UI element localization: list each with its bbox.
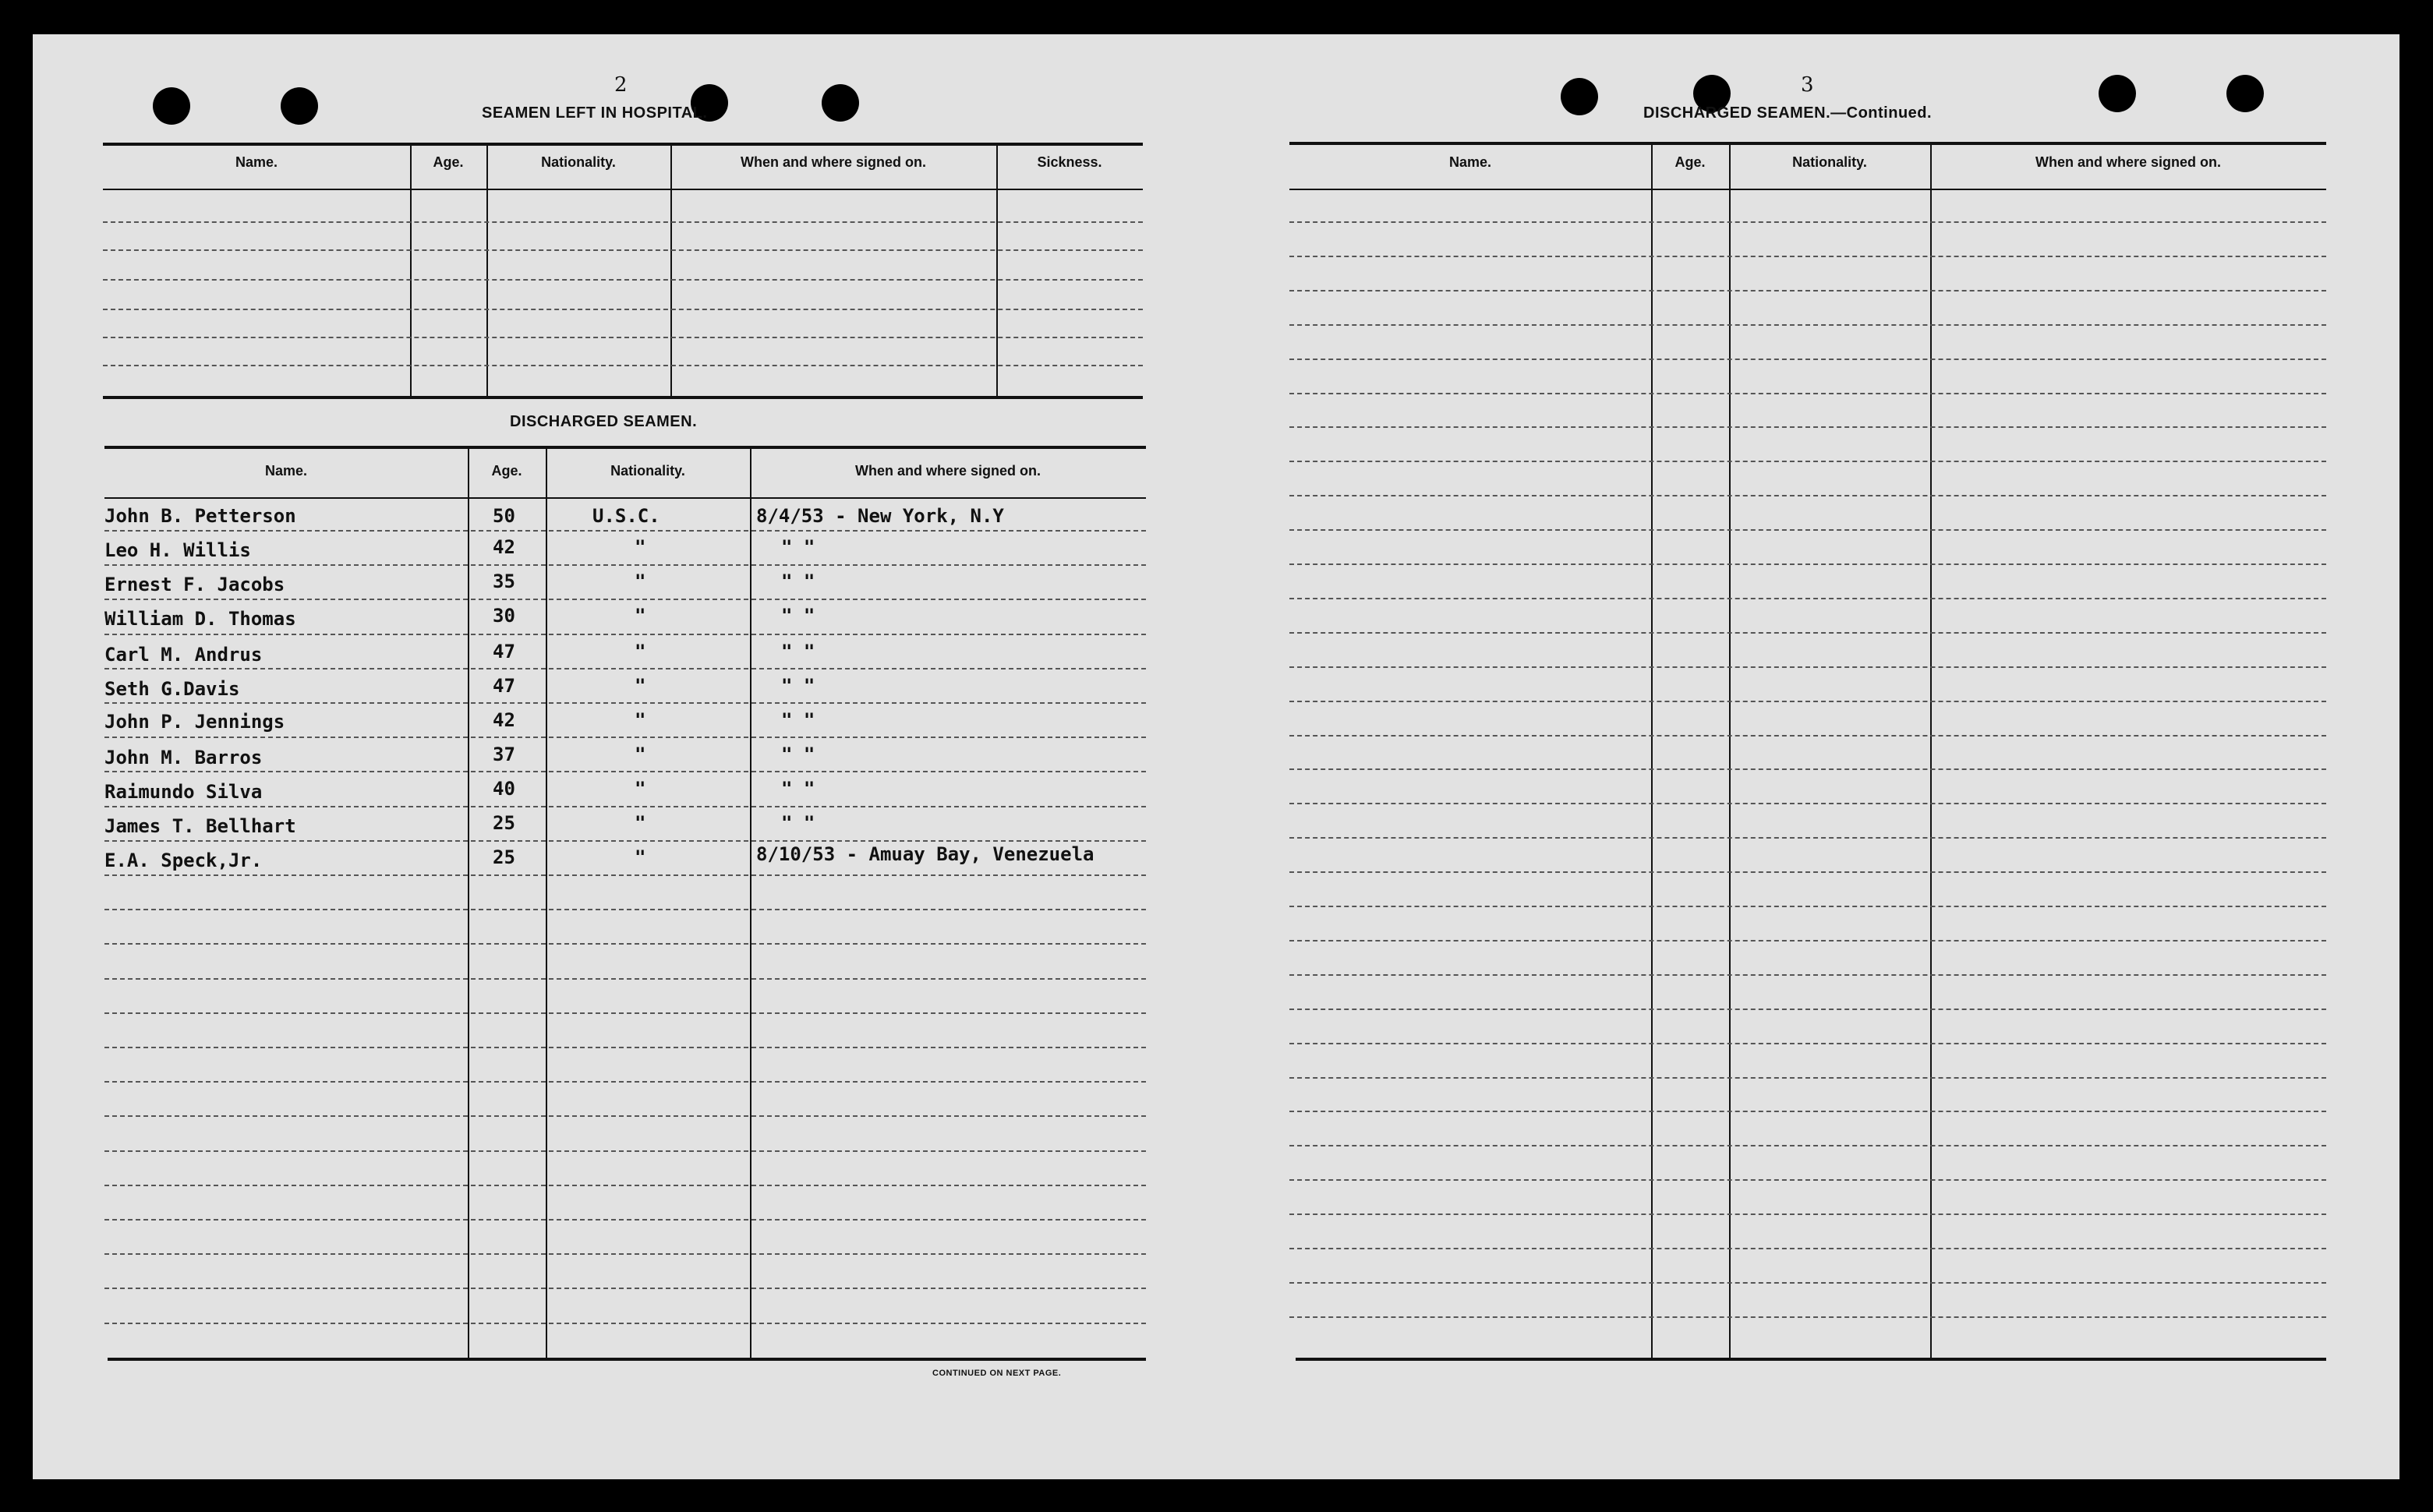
seaman-nationality: " bbox=[635, 812, 646, 834]
punch-hole bbox=[281, 87, 318, 125]
row-rule bbox=[1289, 906, 2326, 907]
row-rule bbox=[104, 909, 1146, 910]
row-rule bbox=[1289, 256, 2326, 257]
row-rule bbox=[104, 840, 1146, 842]
row-rule bbox=[1289, 735, 2326, 737]
seaman-age: 30 bbox=[493, 605, 515, 627]
seaman-signed-on: " " bbox=[781, 536, 815, 558]
seaman-age: 42 bbox=[493, 709, 515, 731]
seaman-nationality: " bbox=[635, 641, 646, 662]
seaman-age: 37 bbox=[493, 744, 515, 765]
row-rule bbox=[104, 1081, 1146, 1083]
column-header-age: Age. bbox=[1674, 154, 1706, 170]
row-rule bbox=[104, 702, 1146, 704]
seaman-nationality: " bbox=[635, 675, 646, 697]
seaman-name: William D. Thomas bbox=[104, 608, 296, 630]
column-header-name: Name. bbox=[264, 463, 308, 479]
column-header-nationality: Nationality. bbox=[541, 154, 616, 170]
document-sheet bbox=[33, 34, 2399, 1479]
seaman-nationality: " bbox=[635, 571, 646, 592]
seaman-signed-on: " " bbox=[781, 778, 815, 800]
row-rule bbox=[1289, 1145, 2326, 1146]
row-rule bbox=[104, 1115, 1146, 1117]
row-rule bbox=[1289, 563, 2326, 565]
seaman-signed-on: " " bbox=[781, 675, 815, 697]
row-rule bbox=[1289, 1282, 2326, 1284]
seaman-signed-on: 8/4/53 - New York, N.Y bbox=[756, 505, 1004, 527]
seaman-name: E.A. Speck,Jr. bbox=[104, 850, 263, 871]
row-rule bbox=[1289, 837, 2326, 839]
row-rule bbox=[104, 634, 1146, 635]
row-rule bbox=[104, 1288, 1146, 1289]
seaman-name: Carl M. Andrus bbox=[104, 644, 263, 666]
row-rule bbox=[104, 978, 1146, 980]
seaman-name: James T. Bellhart bbox=[104, 815, 296, 837]
row-rule bbox=[104, 564, 1146, 566]
seaman-nationality: " bbox=[635, 846, 646, 868]
punch-hole bbox=[2226, 75, 2264, 112]
column-header-age: Age. bbox=[433, 154, 464, 170]
row-rule bbox=[1289, 701, 2326, 702]
column-header-sickness: Sickness. bbox=[1037, 154, 1102, 170]
row-rule bbox=[1289, 221, 2326, 223]
seaman-name: John P. Jennings bbox=[104, 711, 285, 733]
seaman-age: 47 bbox=[493, 641, 515, 662]
seaman-name: Raimundo Silva bbox=[104, 781, 263, 803]
page-number: 2 bbox=[614, 73, 628, 97]
seaman-signed-on: " " bbox=[781, 605, 815, 627]
row-rule bbox=[1289, 666, 2326, 668]
seaman-name: Seth G.Davis bbox=[104, 678, 240, 700]
row-rule bbox=[104, 771, 1146, 772]
column-header-signed-on: When and where signed on. bbox=[740, 154, 927, 170]
row-rule bbox=[1289, 1213, 2326, 1215]
seaman-signed-on: 8/10/53 - Amuay Bay, Venezuela bbox=[756, 843, 1094, 865]
row-rule bbox=[1289, 495, 2326, 496]
row-rule bbox=[1289, 359, 2326, 360]
row-rule bbox=[1289, 324, 2326, 326]
seaman-age: 42 bbox=[493, 536, 515, 558]
seaman-age: 50 bbox=[493, 505, 515, 527]
hospital-section-title: SEAMEN LEFT IN HOSPITAL. bbox=[482, 104, 708, 122]
seaman-age: 25 bbox=[493, 812, 515, 834]
row-rule bbox=[104, 599, 1146, 600]
row-rule bbox=[104, 530, 1146, 532]
row-rule bbox=[104, 806, 1146, 807]
row-rule bbox=[104, 943, 1146, 945]
row-rule bbox=[1289, 768, 2326, 770]
row-rule bbox=[104, 1012, 1146, 1014]
seaman-signed-on: " " bbox=[781, 641, 815, 662]
seaman-nationality: " bbox=[635, 536, 646, 558]
seaman-nationality: " bbox=[635, 605, 646, 627]
column-header-signed-on: When and where signed on. bbox=[2035, 154, 2222, 170]
row-rule bbox=[1289, 426, 2326, 428]
punch-hole bbox=[153, 87, 190, 125]
row-rule bbox=[104, 1323, 1146, 1324]
seaman-age: 47 bbox=[493, 675, 515, 697]
seaman-signed-on: " " bbox=[781, 744, 815, 765]
continued-note: CONTINUED ON NEXT PAGE. bbox=[932, 1369, 1062, 1378]
column-header-nationality: Nationality. bbox=[610, 463, 685, 479]
row-rule bbox=[1289, 1043, 2326, 1044]
row-rule bbox=[1289, 871, 2326, 873]
row-rule bbox=[1289, 803, 2326, 804]
row-rule bbox=[104, 668, 1146, 669]
seaman-name: Leo H. Willis bbox=[104, 539, 251, 561]
seaman-nationality: U.S.C. bbox=[592, 505, 660, 527]
row-rule bbox=[1289, 461, 2326, 462]
row-rule bbox=[1289, 290, 2326, 291]
row-rule bbox=[1289, 1316, 2326, 1318]
seaman-name: John B. Petterson bbox=[104, 505, 296, 527]
page-number: 3 bbox=[1801, 73, 1814, 97]
seaman-name: John M. Barros bbox=[104, 747, 263, 768]
seaman-signed-on: " " bbox=[781, 812, 815, 834]
column-header-signed-on: When and where signed on. bbox=[854, 463, 1041, 479]
seaman-nationality: " bbox=[635, 778, 646, 800]
seaman-nationality: " bbox=[635, 744, 646, 765]
row-rule bbox=[1289, 1179, 2326, 1181]
seaman-age: 35 bbox=[493, 571, 515, 592]
punch-hole bbox=[2099, 75, 2136, 112]
row-rule bbox=[1289, 974, 2326, 976]
row-rule bbox=[1289, 598, 2326, 599]
column-header-nationality: Nationality. bbox=[1792, 154, 1867, 170]
row-rule bbox=[1289, 1009, 2326, 1010]
seaman-age: 25 bbox=[493, 846, 515, 868]
column-header-age: Age. bbox=[491, 463, 522, 479]
seaman-age: 40 bbox=[493, 778, 515, 800]
row-rule bbox=[1289, 1077, 2326, 1079]
row-rule bbox=[104, 1150, 1146, 1152]
row-rule bbox=[104, 737, 1146, 738]
row-rule bbox=[1289, 632, 2326, 634]
discharged-section-title: DISCHARGED SEAMEN. bbox=[510, 413, 698, 430]
row-rule bbox=[104, 1219, 1146, 1221]
seaman-nationality: " bbox=[635, 709, 646, 731]
column-header-name: Name. bbox=[1448, 154, 1492, 170]
column-header-name: Name. bbox=[235, 154, 278, 170]
row-rule bbox=[104, 1047, 1146, 1048]
punch-hole bbox=[1561, 78, 1598, 115]
row-rule bbox=[104, 1185, 1146, 1186]
seaman-name: Ernest F. Jacobs bbox=[104, 574, 285, 595]
seaman-signed-on: " " bbox=[781, 571, 815, 592]
row-rule bbox=[1289, 529, 2326, 531]
row-rule bbox=[104, 874, 1146, 876]
row-rule bbox=[1289, 393, 2326, 394]
row-rule bbox=[1289, 1111, 2326, 1112]
punch-hole bbox=[822, 84, 859, 122]
discharged-continued-title: DISCHARGED SEAMEN.—Continued. bbox=[1643, 104, 1933, 122]
row-rule bbox=[104, 1253, 1146, 1255]
row-rule bbox=[1289, 1248, 2326, 1249]
row-rule bbox=[1289, 940, 2326, 941]
seaman-signed-on: " " bbox=[781, 709, 815, 731]
